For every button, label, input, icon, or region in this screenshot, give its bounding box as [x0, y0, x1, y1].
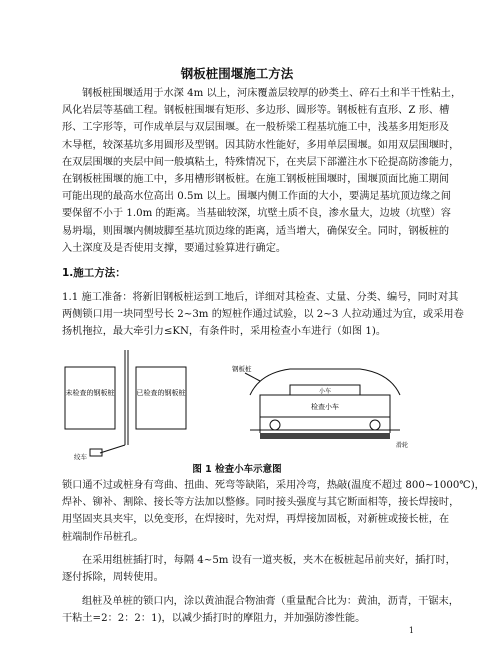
steel-pile-label: 钢板桩: [232, 365, 252, 373]
paragraph-line: 钢板桩围堰适用于水深 4m 以上，河床覆盖层较厚的砂类土、碎石土和半干性粘土，: [82, 88, 462, 99]
lock-grease-paragraph: [62, 593, 459, 627]
paragraph-line: 易坍塌，则围堰内侧坡脚至基坑顶边缘的距离，适当增大，确保安全。同时，钢板桩的: [62, 225, 450, 237]
paragraph-line: 逐付拆除，周转使用。: [62, 572, 164, 584]
stacking-paragraph: [62, 552, 456, 586]
unchecked-pile-label: 未检查的钢板桩: [65, 389, 115, 397]
paragraph-line: 在采用组桩插打时，每隔 4~5m 设有一道夹板，夹木在板桩起吊前夹好，插打时，: [82, 555, 456, 566]
section-heading: 1.施工方法：: [62, 267, 126, 279]
paragraph-line: 两侧锁口用一块同型号长 2~3m 的短桩作通过试验，以 2~3 人拉动通过为宜，或采用卷: [62, 309, 464, 321]
inspection-car-figure: [60, 345, 416, 460]
paragraph-line: 要保留不小于 1.0m 的距离。当基础较深，坑壁土质不良，渗水量大，边坡（坑壁）容: [62, 208, 451, 220]
paragraph-line: 在钢板桩围堰的施工中，多用槽形钢板桩。在施工钢板桩围堰时，围堰顶面比施工期间: [62, 173, 450, 185]
checked-pile-label: 已检查的钢板桩: [136, 389, 186, 397]
figure-caption: 图 1 检查小车示意图: [192, 464, 282, 475]
paragraph-line: 1.1 施工准备：将新旧钢板桩运到工地后，详细对其检查、丈量、分类、编号，同时对其: [62, 292, 459, 303]
paragraph-line: 扬机拖拉，最大牵引力≤KN，有条件时，采用检查小车进行（如图 1)。: [62, 326, 387, 338]
paragraph-line: 风化岩层等基础工程。钢板桩围堰有矩形、多边形、圆形等。钢板桩有直形、Z 形、槽: [62, 105, 450, 117]
page-number: 1: [408, 626, 414, 635]
rail-track: [260, 433, 390, 439]
preparation-paragraph: [62, 289, 464, 341]
paragraph-line: 焊补、铆补、割除、接长等方法加以整修。同时接头强度与其它断面相等，接长焊接时，: [62, 497, 460, 509]
paragraph-line: 组桩及单桩的锁口内，涂以黄油混合物油膏（重量配合比为：黄油，沥青，干锯末，: [82, 596, 459, 607]
paragraph-line: 用坚固夹具夹牢，以免变形，在焊接时，先对焊，再焊接加固板，对新桩或接长桩，在: [62, 514, 450, 526]
intro-paragraph: [62, 85, 462, 257]
pulley-label: 滑轮: [396, 442, 409, 449]
paragraph-line: 干粘土=2：2：2：1)，以减少插打时的摩阻力，并加强防渗性能。: [62, 613, 366, 625]
paragraph-line: 可能出现的最高水位高出 0.5m 以上。围堰内侧工作面的大小，要满足基坑顶边缘之间: [62, 191, 451, 203]
paragraph-line: 桩端制作吊桩孔。: [62, 531, 144, 543]
car-label: 小车: [318, 388, 332, 395]
paragraph-line: 木导框，较深基坑多用圆形及型钢。因其防水性能好，多用单层围堰。如用双层围堰时，: [62, 139, 460, 151]
pile-yard-diagram: [65, 350, 186, 456]
page-title: 钢板桩围堰施工方法: [180, 66, 294, 81]
winch-label: 绞车: [74, 453, 87, 461]
paragraph-line: 在双层围堰的夹层中间一般填粘土，特殊情况下，在夹层下部灌注水下砼提高防渗能力，: [62, 156, 460, 168]
paragraph-line: 入土深度及是否使用支撑，要通过验算进行确定。: [62, 242, 287, 254]
paragraph-line: 锁口通不过或桩身有弯曲、扭曲、死弯等缺陷，采用冷弯，热敲(温度不超过 800~1000℃)，: [62, 480, 485, 491]
inspection-car-diagram: [245, 369, 400, 433]
inspection-car-label: 检查小车: [311, 403, 339, 411]
paragraph-line: 形、工字形等，可作成单层与双层围堰。在一般桥梁工程基坑施工中，浅基多用矩形及: [62, 122, 450, 134]
repair-paragraph: [62, 477, 485, 546]
